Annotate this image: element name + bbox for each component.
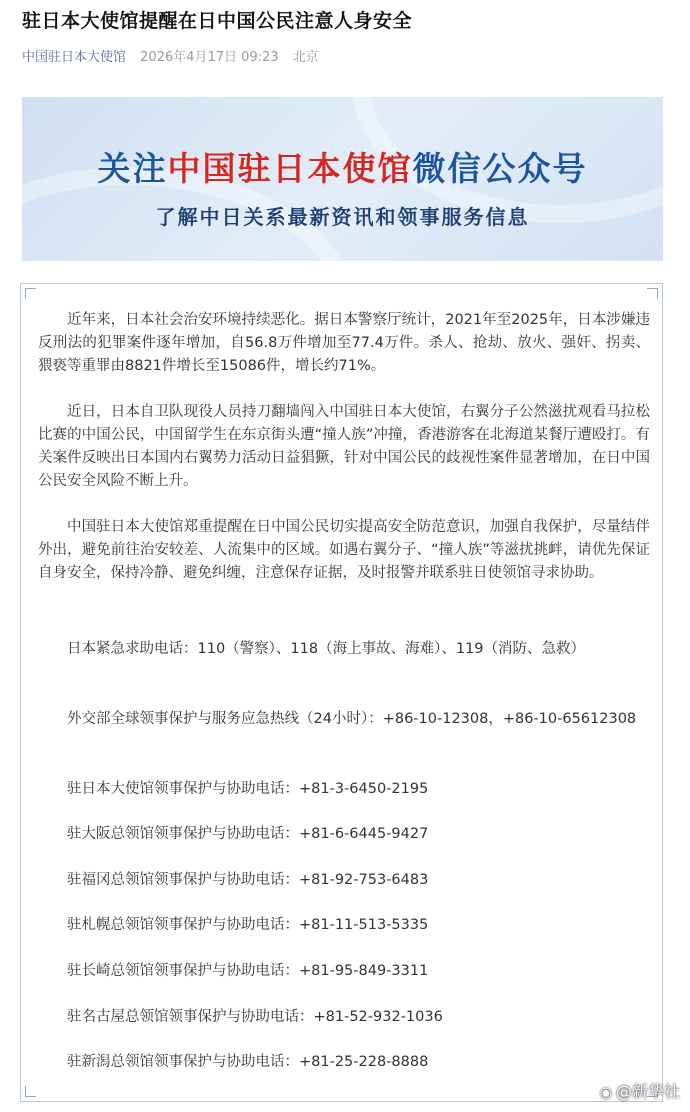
frame-corner-ornament — [25, 1086, 36, 1097]
paragraph-recent-incidents: 近日，日本自卫队现役人员持刀翻墙闯入中国驻日本大使馆，右翼分子公然滋扰观看马拉松比赛的中国公民，中国留学生在东京街头遭“撞人族”冲撞，香港游客在北海道某餐厅遭殴打。有关案件反映出日本国内右翼势力活动日益猖獗，针对中国公民的歧视性案件显著增加，在日中国公民安全风险不断上升。 — [38, 404, 650, 489]
publish-location: 北京 — [292, 50, 319, 65]
contact-consulate-niigata: 驻新潟总领馆领事保护与协助电话：+81-25-228-8888 — [67, 1054, 429, 1070]
watermark-text: @新华社 — [615, 1082, 680, 1101]
banner-suffix: 微信公众号 — [412, 149, 588, 188]
banner-prefix: 关注 — [97, 149, 168, 188]
paragraph-emergency-numbers: 日本紧急求助电话：110（警察）、118（海上事故、海难）、119（消防、急救） — [67, 641, 586, 657]
weibo-icon: ◉ — [599, 1085, 612, 1101]
contact-consulate-nagasaki: 驻长崎总领馆领事保护与协助电话：+81-95-849-3311 — [67, 963, 429, 979]
banner-headline — [22, 143, 663, 190]
contact-consulate-fukuoka: 驻福冈总领馆领事保护与协助电话：+81-92-753-6483 — [67, 872, 429, 888]
banner-subtitle: 了解中日关系最新资讯和领事服务信息 — [155, 205, 530, 229]
contact-consulate-nagoya: 驻名古屋总领馆领事保护与协助电话：+81-52-932-1036 — [67, 1009, 443, 1025]
weibo-watermark — [600, 1079, 680, 1102]
publish-date: 2026年4月17日 09:23 — [140, 50, 279, 65]
paragraph-mfa-hotline: 外交部全球领事保护与服务应急热线（24小时）：+86-10-12308，+86-10-65612308 — [67, 711, 637, 727]
source-link[interactable]: 中国驻日本大使馆 — [22, 50, 127, 65]
frame-corner-ornament — [25, 288, 36, 299]
contact-consulate-osaka: 驻大阪总领馆领事保护与协助电话：+81-6-6445-9427 — [67, 826, 429, 842]
paragraph-safety-reminder: 中国驻日本大使馆郑重提醒在日中国公民切实提高安全防范意识，加强自我保护，尽量结伴外出，避免前往治安较差、人流集中的区域。如遇右翼分子、“撞人族”等滋扰挑衅，请优先保证自身安全，保持冷静、避免纠缠，注意保存证据，及时报警并联系驻日使领馆寻求协助。 — [38, 519, 650, 581]
wechat-banner[interactable] — [22, 97, 663, 261]
contact-consulate-sapporo: 驻札幌总领馆领事保护与协助电话：+81-11-513-5335 — [67, 917, 429, 933]
frame-corner-ornament — [647, 288, 658, 299]
contact-embassy-tokyo: 驻日本大使馆领事保护与协助电话：+81-3-6450-2195 — [67, 781, 429, 797]
article-meta — [22, 46, 319, 65]
banner-embassy-name: 中国驻日本使馆 — [167, 149, 413, 188]
article-title: 驻日本大使馆提醒在日中国公民注意人身安全 — [22, 10, 413, 32]
paragraph-crime-stats: 近年来，日本社会治安环境持续恶化。据日本警察厅统计，2021年至2025年，日本涉嫌违反刑法的犯罪案件逐年增加，自56.8万件增加至77.4万件。杀人、抢劫、放火、强奸、拐卖、猥亵等重罪由8821件增长至15086件，增长约71%。 — [38, 312, 650, 374]
